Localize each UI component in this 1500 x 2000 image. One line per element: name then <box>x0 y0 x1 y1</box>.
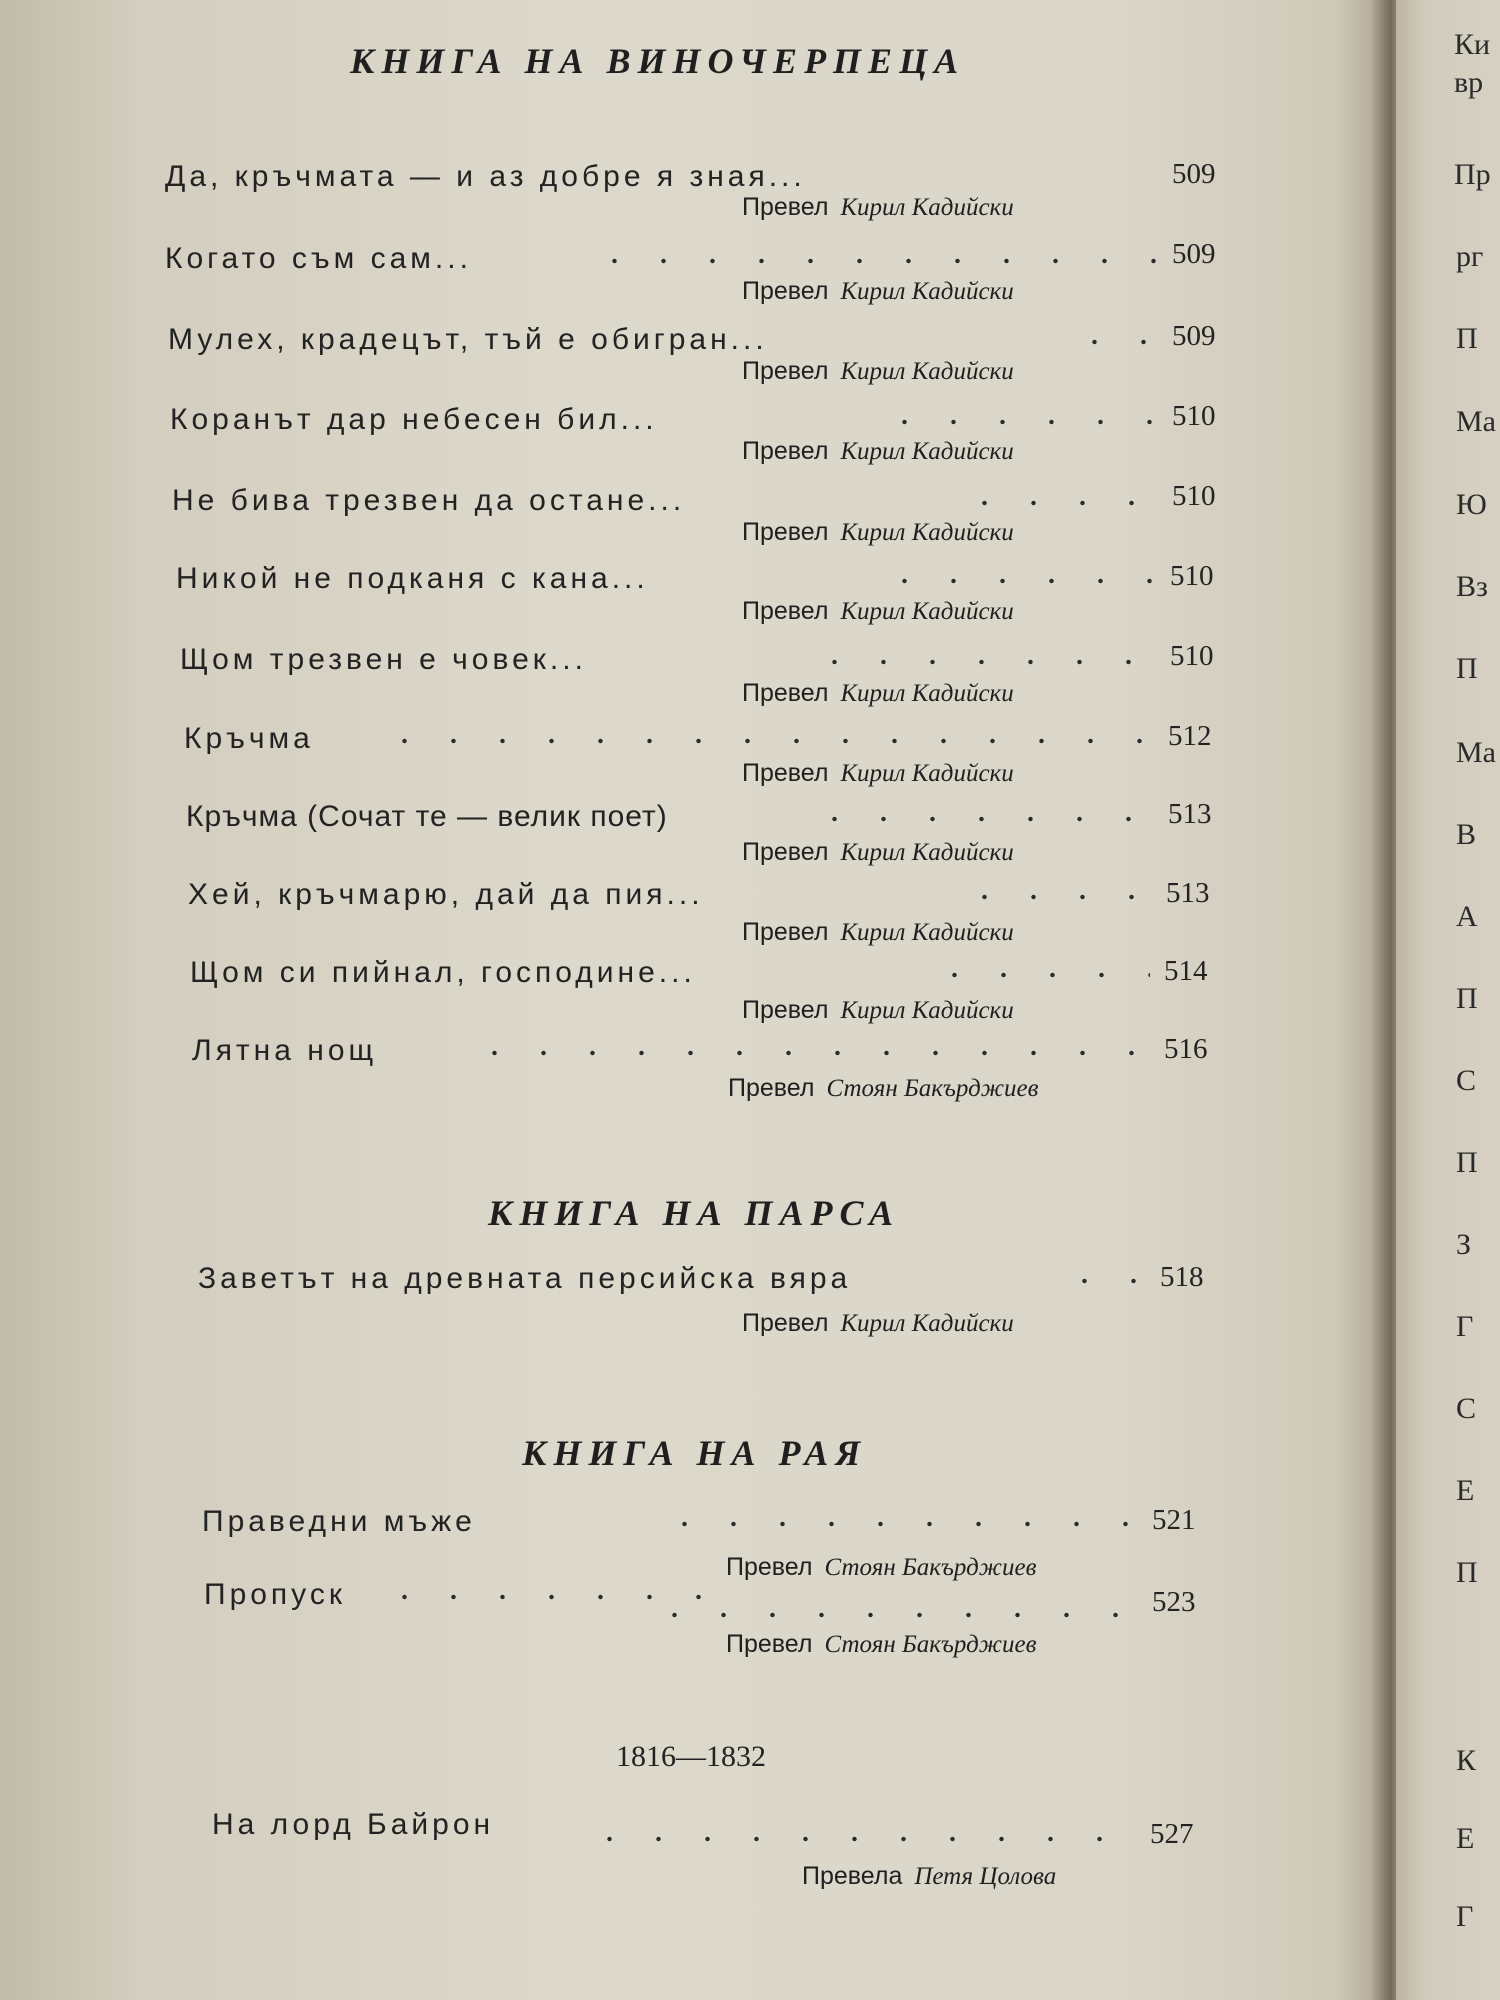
dot-leader <box>810 816 1155 822</box>
facing-page-fragment: Ма <box>1456 405 1496 438</box>
facing-page-fragment: Е <box>1456 1822 1475 1855</box>
toc-entry-title: Праведни мъже <box>202 1505 476 1538</box>
toc-entry-page: 509 <box>1172 158 1216 190</box>
dot-leader <box>1060 1278 1150 1284</box>
toc-entry-title: Да, кръчмата — и аз добре я зная... <box>165 160 806 193</box>
facing-page-fragment: Пр <box>1454 158 1491 191</box>
toc-entry-page: 510 <box>1170 560 1214 592</box>
dot-leader <box>650 1612 1140 1618</box>
toc-entry-translator: Превел Кирил Кадийски <box>742 193 1014 221</box>
facing-page-fragment: С <box>1456 1392 1477 1425</box>
facing-page-fragment: Г <box>1456 1900 1474 1933</box>
dot-leader <box>930 972 1150 978</box>
toc-entry-page: 509 <box>1172 320 1216 352</box>
toc-entry-translator: Превел Кирил Кадийски <box>742 679 1014 707</box>
toc-entry-page: 510 <box>1172 400 1216 432</box>
facing-page-fragment: Ю <box>1456 488 1487 521</box>
toc-entry-translator: Превел Кирил Кадийски <box>742 277 1014 305</box>
section-title-vinocherpets: КНИГА НА ВИНОЧЕРПЕЦА <box>350 41 966 81</box>
toc-entry-translator: Превел Кирил Кадийски <box>742 918 1014 946</box>
toc-entry-translator: Превел Стоян Бакърджиев <box>726 1630 1037 1658</box>
toc-entry-title: Мулех, крадецът, тъй е обигран... <box>168 323 768 356</box>
toc-entry-title: Щом трезвен е човек... <box>180 643 587 676</box>
toc-entry-page: 516 <box>1164 1033 1208 1065</box>
facing-page-fragment: Е <box>1456 1474 1475 1507</box>
toc-entry-title: Лятна нощ <box>192 1034 378 1067</box>
section-title-parsa: КНИГА НА ПАРСА <box>488 1193 901 1233</box>
toc-entry-page: 513 <box>1168 798 1212 830</box>
facing-page-fragment: К <box>1456 1744 1477 1777</box>
dot-leader <box>960 894 1155 900</box>
dot-leader <box>470 1050 1150 1056</box>
facing-page-fragment: П <box>1456 1146 1478 1179</box>
dot-leader <box>810 659 1155 665</box>
toc-entry-title: На лорд Байрон <box>212 1808 495 1841</box>
toc-entry-page: 510 <box>1172 480 1216 512</box>
facing-page-fragment: Ма <box>1456 736 1496 769</box>
toc-entry-title: Кръчма (Сочат те — велик поет) <box>186 800 668 833</box>
date-heading: 1816—1832 <box>616 1740 766 1773</box>
facing-page-fragment: Ки <box>1454 28 1491 61</box>
toc-entry-translator: Превел Стоян Бакърджиев <box>726 1553 1037 1581</box>
toc-entry-title: Кръчма <box>184 722 314 755</box>
toc-entry-translator: Превел Кирил Кадийски <box>742 759 1014 787</box>
facing-page-fragment: В <box>1456 818 1477 851</box>
toc-entry-title: Не бива трезвен да остане... <box>172 484 686 517</box>
toc-entry-title: Никой не подканя с кана... <box>176 562 649 595</box>
facing-page-edge <box>1396 0 1500 2000</box>
facing-page-fragment: А <box>1456 900 1478 933</box>
toc-entry-title: Щом си пийнал, господине... <box>190 956 696 989</box>
facing-page-fragment: Вз <box>1456 570 1488 603</box>
toc-entry-translator: Превел Кирил Кадийски <box>742 1309 1014 1337</box>
toc-entry-title: Пропуск <box>204 1578 346 1611</box>
facing-page-fragment: П <box>1456 982 1478 1015</box>
facing-page-fragment: П <box>1456 322 1478 355</box>
facing-page-fragment: Г <box>1456 1310 1474 1343</box>
toc-entry-translator: Превел Стоян Бакърджиев <box>728 1074 1039 1102</box>
toc-entry-translator: Превел Кирил Кадийски <box>742 996 1014 1024</box>
dot-leader <box>660 1521 1140 1527</box>
toc-entry-translator: Превел Кирил Кадийски <box>742 437 1014 465</box>
toc-entry-title: Заветът на древната персийска вяра <box>198 1262 852 1295</box>
toc-entry-page: 509 <box>1172 238 1216 270</box>
toc-entry-translator: Превела Петя Цолова <box>802 1862 1057 1890</box>
toc-entry-page: 521 <box>1152 1504 1196 1536</box>
toc-entry-page: 527 <box>1150 1818 1194 1850</box>
facing-page-fragment: рг <box>1456 240 1484 273</box>
toc-entry-page: 510 <box>1170 640 1214 672</box>
dot-leader <box>590 258 1160 264</box>
dot-leader <box>960 500 1160 506</box>
facing-page-fragment: П <box>1456 1556 1478 1589</box>
dot-leader <box>880 578 1160 584</box>
dot-leader <box>380 1594 710 1600</box>
toc-entry-page: 518 <box>1160 1261 1204 1293</box>
toc-entry-translator: Превел Кирил Кадийски <box>742 518 1014 546</box>
toc-entry-title: Коранът дар небесен бил... <box>170 403 658 436</box>
toc-entry-title: Когато съм сам... <box>165 242 472 275</box>
toc-entry-page: 514 <box>1164 955 1208 987</box>
dot-leader <box>1070 339 1160 345</box>
toc-entry-translator: Превел Кирил Кадийски <box>742 597 1014 625</box>
toc-entry-translator: Превел Кирил Кадийски <box>742 838 1014 866</box>
toc-entry-translator: Превел Кирил Кадийски <box>742 357 1014 385</box>
facing-page-fragment: П <box>1456 652 1478 685</box>
facing-page-fragment: С <box>1456 1064 1477 1097</box>
toc-entry-page: 523 <box>1152 1586 1196 1618</box>
facing-page-fragment: вр <box>1454 66 1484 99</box>
dot-leader <box>585 1836 1145 1842</box>
dot-leader <box>880 419 1160 425</box>
facing-page-fragment: З <box>1456 1228 1472 1261</box>
toc-entry-title: Хей, кръчмарю, дай да пия... <box>188 878 704 911</box>
section-title-raya: КНИГА НА РАЯ <box>522 1433 868 1473</box>
toc-entry-page: 512 <box>1168 720 1212 752</box>
toc-entry-page: 513 <box>1166 877 1210 909</box>
dot-leader <box>380 738 1155 744</box>
